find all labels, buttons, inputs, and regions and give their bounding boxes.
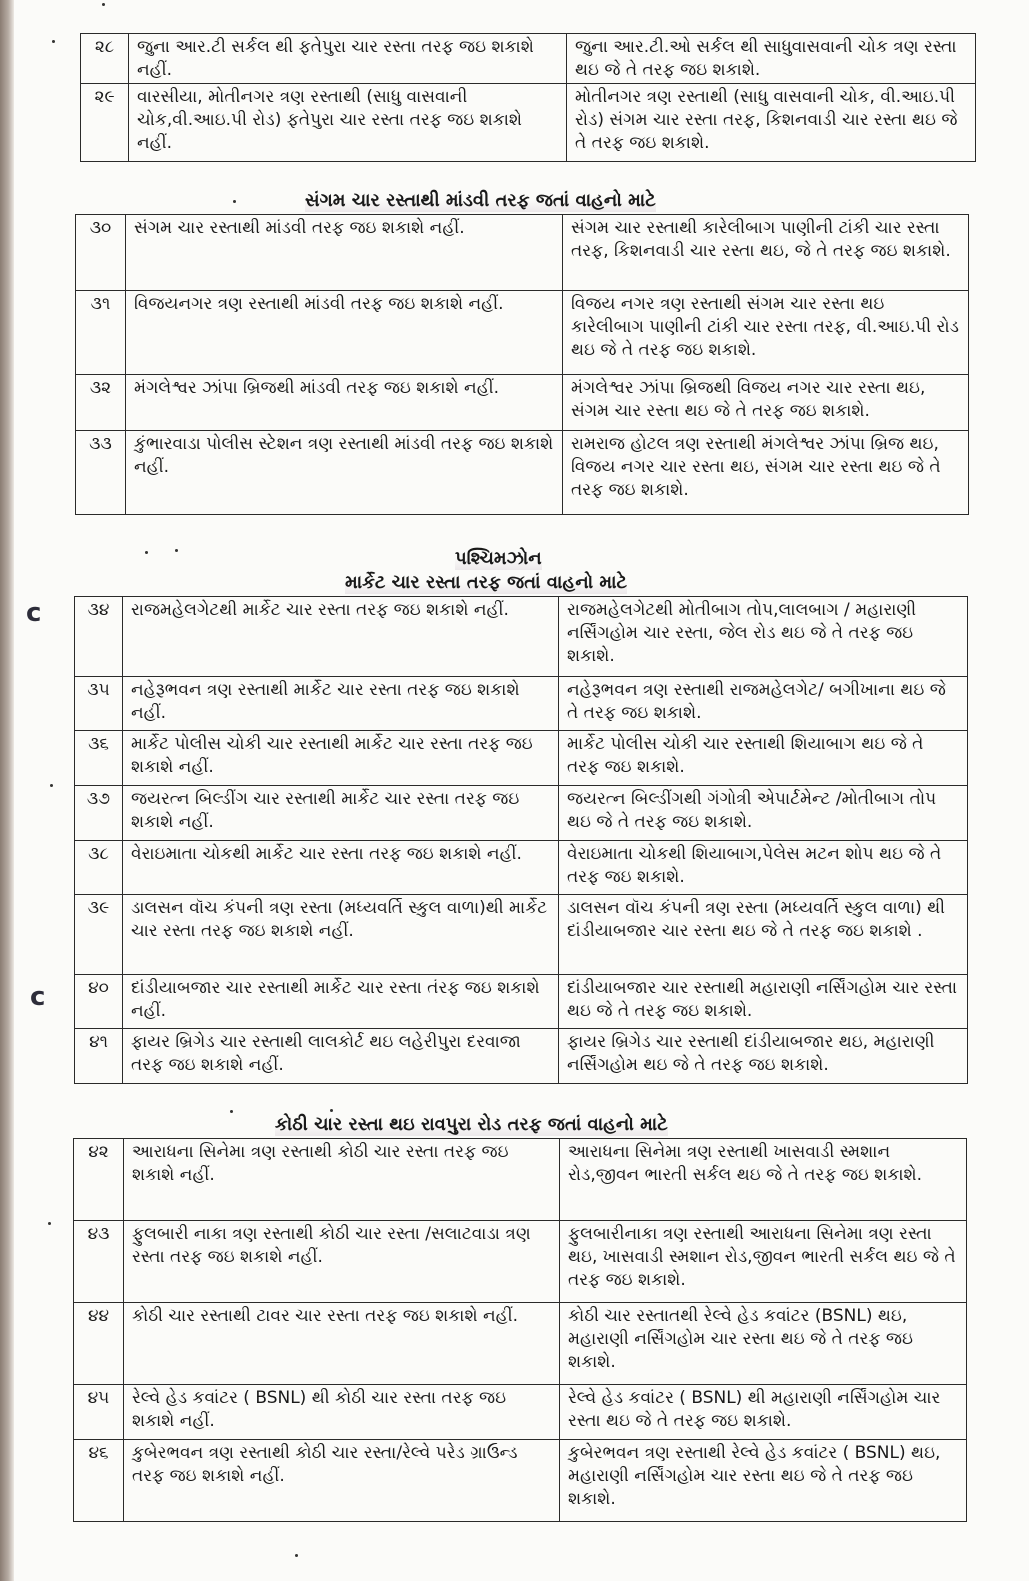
alternative-cell: વેરાઇમાતા ચોકથી શિયાબાગ,પેલેસ મટન શોપ થઇ જે તે તરફ જઇ શકાશે. xyxy=(559,841,968,895)
restriction-cell: રાજમહેલગેટથી માર્કેટ ચાર રસ્તા તરફ જઇ શકાશે નહીં. xyxy=(123,597,559,677)
scan-speck xyxy=(50,784,53,787)
scan-speck xyxy=(52,40,55,43)
section-heading: સંગમ ચાર રસ્તાથી માંડવી તરફ જતાં વાહનો માટે xyxy=(305,190,656,211)
restriction-cell: કુંભારવાડા પોલીસ સ્ટેશન ત્રણ રસ્તાથી માંડવી તરફ જઇ શકાશે નહીં. xyxy=(126,431,563,515)
row-number: ૩૬ xyxy=(75,731,123,786)
row-number: ૪૬ xyxy=(74,1440,124,1522)
restriction-cell: સંગમ ચાર રસ્તાથી માંડવી તરફ જઇ શકાશે નહીં. xyxy=(126,215,563,291)
scan-speck xyxy=(233,200,236,203)
table-row xyxy=(75,841,968,895)
scan-speck xyxy=(48,1222,51,1225)
restriction-cell: આરાધના સિનેમા ત્રણ રસ્તાથી કોઠી ચાર રસ્તા તરફ જઇ શકાશે નહીં. xyxy=(124,1139,560,1221)
restriction-cell: ફુલબારી નાકા ત્રણ રસ્તાથી કોઠી ચાર રસ્તા /સલાટવાડા ત્રણ રસ્તા તરફ જઇ શકાશે નહીં. xyxy=(124,1221,560,1303)
table-row xyxy=(74,1139,967,1221)
row-number: ૨૯ xyxy=(81,84,129,162)
table-row xyxy=(75,895,968,975)
alternative-cell: મંગલેશ્વર ઝાંપા બ્રિજથી વિજય નગર ચાર રસ્તા થઇ, સંગમ ચાર રસ્તા થઇ જે તે તરફ જઇ શકાશે. xyxy=(563,375,969,431)
row-number: ૪૪ xyxy=(74,1303,124,1385)
alternative-cell: ફુલબારીનાકા ત્રણ રસ્તાથી આરાધના સિનેમા ત્રણ રસ્તા થઇ, ખાસવાડી સ્મશાન રોડ,જીવન ભારતી સર્કલ થઇ જે તે તરફ જઇ શકાશે. xyxy=(560,1221,967,1303)
row-number: ૩૮ xyxy=(75,841,123,895)
row-number: ૩૧ xyxy=(76,291,126,375)
table-row xyxy=(75,1029,968,1084)
restriction-cell: કોઠી ચાર રસ્તાથી ટાવર ચાર રસ્તા તરફ જઇ શકાશે નહીં. xyxy=(124,1303,560,1385)
handwritten-mark: ᴄ xyxy=(30,982,46,1012)
table-section-1 xyxy=(80,33,976,162)
alternative-cell: રેલ્વે હેડ કવાંટર ( BSNL) થી મહારાણી નર્સિંગહોમ ચાર રસ્તા થઇ જે તે તરફ જઇ શકાશે. xyxy=(560,1385,967,1440)
scan-speck xyxy=(175,549,178,552)
table-section-2 xyxy=(75,214,969,515)
restriction-cell: રેલ્વે હેડ કવાંટર ( BSNL) થી કોઠી ચાર રસ્તા તરફ જઇ શકાશે નહીં. xyxy=(124,1385,560,1440)
restriction-cell: જયરત્ન બિલ્ડીંગ ચાર રસ્તાથી માર્કેટ ચાર રસ્તા તરફ જઇ શકાશે નહીં. xyxy=(123,786,559,841)
table-row xyxy=(81,84,976,162)
table-row xyxy=(74,1385,967,1440)
row-number: ૩૩ xyxy=(76,431,126,515)
table-row xyxy=(74,1303,967,1385)
row-number: ૨૮ xyxy=(81,34,129,84)
alternative-cell: આરાધના સિનેમા ત્રણ રસ્તાથી ખાસવાડી સ્મશાન રોડ,જીવન ભારતી સર્કલ થઇ જે તે તરફ જઇ શકાશે. xyxy=(560,1139,967,1221)
restriction-cell: ડાલસન વૉચ કંપની ત્રણ રસ્તા (મધ્યવર્તિ સ્કુલ વાળા)થી માર્કેટ ચાર રસ્તા તરફ જઇ શકાશે નહીં. xyxy=(123,895,559,975)
table-row xyxy=(75,975,968,1029)
table-row xyxy=(76,215,969,291)
scan-speck xyxy=(102,3,105,6)
table-row xyxy=(76,375,969,431)
alternative-cell: માર્કેટ પોલીસ ચોકી ચાર રસ્તાથી શિયાબાગ થઇ જે તે તરફ જઇ શકાશે. xyxy=(559,731,968,786)
restriction-cell: નહેરૂભવન ત્રણ રસ્તાથી માર્કેટ ચાર રસ્તા તરફ જઇ શકાશે નહીં. xyxy=(123,677,559,731)
row-number: ૪૫ xyxy=(74,1385,124,1440)
row-number: ૩૪ xyxy=(75,597,123,677)
alternative-cell: જયરત્ન બિલ્ડીંગથી ગંગોત્રી એપાર્ટમેન્ટ /મોતીબાગ તોપ થઇ જે તે તરફ જઇ શકાશે. xyxy=(559,786,968,841)
row-number: ૪૨ xyxy=(74,1139,124,1221)
alternative-cell: નહેરૂભવન ત્રણ રસ્તાથી રાજમહેલગેટ/ બગીખાના થઇ જે તે તરફ જઇ શકાશે. xyxy=(559,677,968,731)
restriction-cell: જુના આર.ટી સર્કલ થી ફતેપુરા ચાર રસ્તા તરફ જઇ શકાશે નહીં. xyxy=(129,34,567,84)
alternative-cell: જુના આર.ટી.ઓ સર્કલ થી સાધુવાસવાની ચોક ત્રણ રસ્તા થઇ જે તે તરફ જઇ શકાશે. xyxy=(567,34,976,84)
restriction-cell: વિજયનગર ત્રણ રસ્તાથી માંડવી તરફ જઇ શકાશે નહીં. xyxy=(126,291,563,375)
row-number: ૩૯ xyxy=(75,895,123,975)
zone-title: પશ્ચિમઝોન xyxy=(455,548,542,569)
row-number: ૩૫ xyxy=(75,677,123,731)
handwritten-mark: ᴄ xyxy=(26,598,42,628)
alternative-cell: ડાલસન વૉચ કંપની ત્રણ રસ્તા (મધ્યવર્તિ સ્કુલ વાળા) થી દાંડીયાબજાર ચાર રસ્તા થઇ જે તે તરફ જઇ શકાશે . xyxy=(559,895,968,975)
row-number: ૩૦ xyxy=(76,215,126,291)
scan-speck xyxy=(145,551,148,554)
row-number: ૩૨ xyxy=(76,375,126,431)
alternative-cell: ફાયર બ્રિગેડ ચાર રસ્તાથી દાંડીયાબજાર થઇ, મહારાણી નર્સિંગહોમ થઇ જે તે તરફ જઇ શકાશે. xyxy=(559,1029,968,1084)
section-heading: માર્કેટ ચાર રસ્તા તરફ જતાં વાહનો માટે xyxy=(345,572,627,593)
table-row xyxy=(75,731,968,786)
section-heading: કોઠી ચાર રસ્તા થઇ રાવપુરા રોડ તરફ જતાં વાહનો માટે xyxy=(275,1114,668,1135)
alternative-cell: મોતીનગર ત્રણ રસ્તાથી (સાધુ વાસવાની ચોક, વી.આઇ.પી રોડ) સંગમ ચાર રસ્તા તરફ, કિશનવાડી ચાર રસ્તા થઇ જે તે તરફ જઇ શકાશે. xyxy=(567,84,976,162)
alternative-cell: વિજય નગર ત્રણ રસ્તાથી સંગમ ચાર રસ્તા થઇ કારેલીબાગ પાણીની ટાંકી ચાર રસ્તા તરફ, વી.આઇ.પી રોડ થઇ જે તે તરફ જઇ શકાશે. xyxy=(563,291,969,375)
restriction-cell: વેરાઇમાતા ચોકથી માર્કેટ ચાર રસ્તા તરફ જઇ શકાશે નહીં. xyxy=(123,841,559,895)
alternative-cell: રાજમહેલગેટથી મોતીબાગ તોપ,લાલબાગ / મહારાણી નર્સિંગહોમ ચાર રસ્તા, જેલ રોડ થઇ જે તે તરફ જઇ શકાશે. xyxy=(559,597,968,677)
restriction-cell: કુબેરભવન ત્રણ રસ્તાથી કોઠી ચાર રસ્તા/રેલ્વે પરેડ ગ્રાઉન્ડ તરફ જઇ શકાશે નહીં. xyxy=(124,1440,560,1522)
table-row xyxy=(75,786,968,841)
alternative-cell: સંગમ ચાર રસ્તાથી કારેલીબાગ પાણીની ટાંકી ચાર રસ્તા તરફ, કિશનવાડી ચાર રસ્તા થઇ, જે તે તરફ જઇ શકાશે. xyxy=(563,215,969,291)
table-row xyxy=(81,34,976,84)
alternative-cell: કોઠી ચાર રસ્તાતથી રેલ્વે હેડ કવાંટર (BSNL) થઇ, મહારાણી નર્સિંગહોમ ચાર રસ્તા થઇ જે તે તરફ જઇ શકાશે. xyxy=(560,1303,967,1385)
scan-speck xyxy=(230,1110,233,1113)
restriction-cell: માર્કેટ પોલીસ ચોકી ચાર રસ્તાથી માર્કેટ ચાર રસ્તા તરફ જઇ શકાશે નહીં. xyxy=(123,731,559,786)
scan-speck xyxy=(330,1109,333,1112)
table-row xyxy=(74,1221,967,1303)
restriction-cell: વારસીયા, મોતીનગર ત્રણ રસ્તાથી (સાધુ વાસવાની ચોક,વી.આઇ.પી રોડ) ફતેપુરા ચાર રસ્તા તરફ જઇ શકાશે નહીં. xyxy=(129,84,567,162)
table-row xyxy=(74,1440,967,1522)
restriction-cell: મંગલેશ્વર ઝાંપા બ્રિજથી માંડવી તરફ જઇ શકાશે નહીં. xyxy=(126,375,563,431)
table-row xyxy=(75,677,968,731)
restriction-cell: ફાયર બ્રિગેડ ચાર રસ્તાથી લાલકોર્ટ થઇ લહેરીપુરા દરવાજા તરફ જઇ શકાશે નહીં. xyxy=(123,1029,559,1084)
scan-speck xyxy=(295,1554,298,1557)
alternative-cell: દાંડીયાબજાર ચાર રસ્તાથી મહારાણી નર્સિંગહોમ ચાર રસ્તા થઇ જે તે તરફ જઇ શકાશે. xyxy=(559,975,968,1029)
table-section-4 xyxy=(73,1138,967,1522)
alternative-cell: કુબેરભવન ત્રણ રસ્તાથી રેલ્વે હેડ કવાંટર ( BSNL) થઇ, મહારાણી નર્સિંગહોમ ચાર રસ્તા થઇ જે તે તરફ જઇ શકાશે. xyxy=(560,1440,967,1522)
restriction-cell: દાંડીયાબજાર ચાર રસ્તાથી માર્કેટ ચાર રસ્તા તંરફ જઇ શકાશે નહીં. xyxy=(123,975,559,1029)
row-number: ૪૩ xyxy=(74,1221,124,1303)
table-row xyxy=(76,291,969,375)
table-section-3 xyxy=(74,596,968,1084)
alternative-cell: રામરાજ હોટલ ત્રણ રસ્તાથી મંગલેશ્વર ઝાંપા બ્રિજ થઇ, વિજય નગર ચાર રસ્તા થઇ, સંગમ ચાર રસ્તા થઇ જે તે તરફ જઇ શકાશે. xyxy=(563,431,969,515)
row-number: ૪૧ xyxy=(75,1029,123,1084)
table-row xyxy=(75,597,968,677)
table-row xyxy=(76,431,969,515)
row-number: ૪૦ xyxy=(75,975,123,1029)
row-number: ૩૭ xyxy=(75,786,123,841)
